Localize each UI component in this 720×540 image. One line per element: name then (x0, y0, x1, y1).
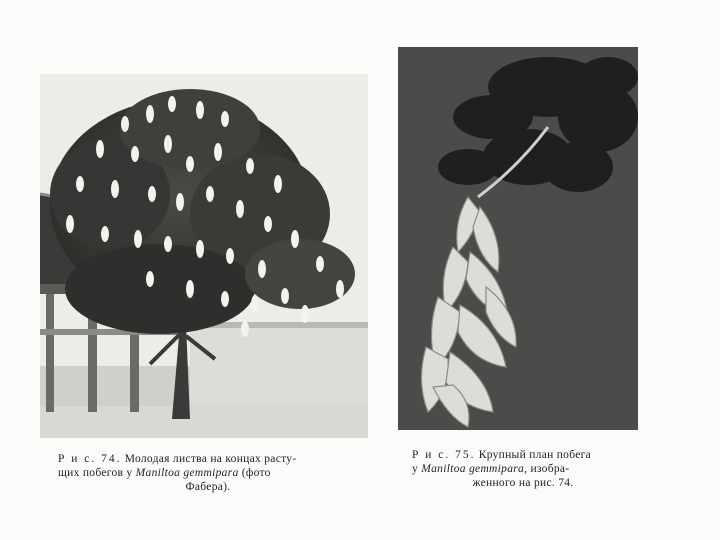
tree-photo (40, 74, 368, 438)
figure-75-label: Р и с. 75. (412, 449, 476, 461)
figure-75-caption-line1: Крупный план побега (478, 449, 592, 461)
figure-75-caption (412, 448, 634, 490)
figure-74-species-name: Maniltoa gemmipara (135, 467, 239, 479)
figure-74-caption-line3: Фабера). (185, 481, 231, 493)
tree-photo-image (40, 74, 368, 438)
figure-75-caption-line3: женного на рис. 74. (472, 477, 574, 489)
figure-74-caption-line2-suffix: (фото (241, 467, 271, 479)
figure-75-species-name: Maniltoa gemmipara, (421, 463, 528, 475)
figure-74-caption-line2-prefix: щих побегов у (58, 467, 133, 479)
figure-75-caption-line2-prefix: у (412, 463, 419, 475)
figure-74-caption (58, 452, 358, 494)
shoot-closeup-image (398, 47, 638, 430)
figure-75-caption-line2-suffix: изобра- (530, 463, 570, 475)
figure-74-caption-line1: Молодая листва на концах расту- (124, 453, 297, 465)
shoot-closeup-photo (398, 47, 638, 430)
figure-74-label: Р и с. 74. (58, 453, 122, 465)
